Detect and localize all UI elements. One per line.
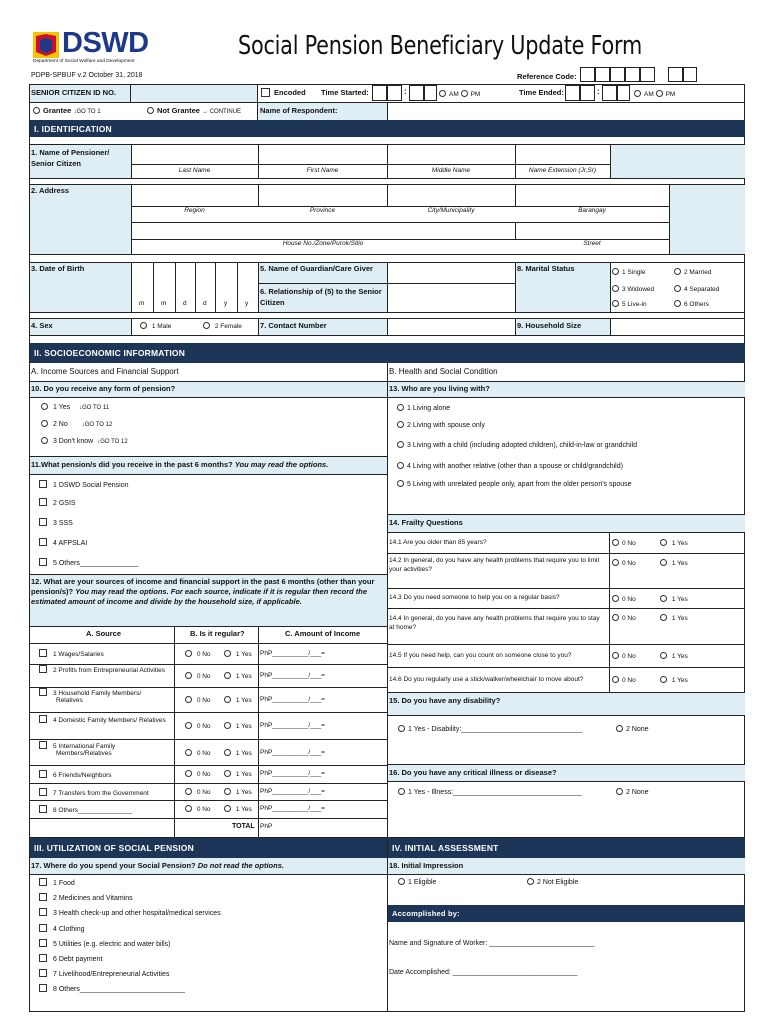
- q13-label: 13. Who are you living with?: [389, 384, 490, 393]
- form-code: PDPB-SPBUF v.2 October 31, 2018: [31, 72, 143, 79]
- sex-male[interactable]: 1 Male: [140, 322, 171, 330]
- first-name-caption: First Name: [306, 167, 339, 174]
- q10-yes[interactable]: 1 Yes ↓GO TO 11: [41, 403, 109, 412]
- q12-row: 4 Domestic Family Members/ Relatives 0 No 1 Yes PhP__________/___=: [30, 713, 387, 739]
- grantee-option[interactable]: Grantee ↓GO TO 1: [33, 107, 101, 116]
- q14-row: 14.2 In general, do you have any health problems that require you to limit your activities? 0 No 1 Yes: [389, 557, 688, 574]
- q17-health[interactable]: 3 Health check-up and other hospital/medical services: [39, 908, 221, 918]
- barangay-caption: Barangay: [578, 207, 606, 214]
- q12-label: 12. What are your sources of income and financial support in the past 6 months (other than your pension/s)? You may read the options. For each source, indicate if it is regular then record the estimated amount of income and divide by the household size, if applicable.: [31, 577, 375, 607]
- province-caption: Province: [309, 207, 336, 214]
- agency-name: Department of Social Welfare and Development: [33, 59, 135, 64]
- q17-food[interactable]: 1 Food: [39, 878, 75, 888]
- q13-opt3[interactable]: 3 Living with a child (including adopted children), child-in-law or grandchild: [397, 441, 637, 450]
- respondent-label: Name of Respondent:: [260, 106, 338, 115]
- marital-livein[interactable]: 5 Live-in: [612, 300, 647, 308]
- q17-medicines[interactable]: 2 Medicines and Vitamins: [39, 893, 133, 903]
- marital-single[interactable]: 1 Single: [612, 268, 646, 276]
- q17-others[interactable]: 8 Others___________________________: [39, 984, 185, 994]
- house-caption: House No./Zone/Purok/Sitio: [282, 240, 364, 247]
- q13-opt2[interactable]: 2 Living with spouse only: [397, 421, 485, 430]
- reference-code-label: Reference Code:: [517, 72, 577, 81]
- income-subtitle: A. Income Sources and Financial Support: [31, 367, 179, 376]
- city-caption: City/Municipality: [427, 207, 475, 214]
- q12-row: 6 Friends/Neighbors 0 No 1 Yes PhP__________/___=: [30, 766, 387, 783]
- contact-label: 7. Contact Number: [260, 321, 327, 330]
- q10-no[interactable]: 2 No ↓GO TO 12: [41, 420, 112, 429]
- q14-row: 14.5 If you need help, can you count on someone close to you? 0 No 1 Yes: [389, 652, 688, 660]
- q12-row: 7 Transfers from the Government 0 No 1 Yes PhP__________/___=: [30, 784, 387, 800]
- senior-id-label: SENIOR CITIZEN ID NO.: [31, 88, 117, 97]
- q12-regular-header: B. Is it regular?: [190, 629, 245, 638]
- name-label: 1. Name of Pensioner/ Senior Citizen: [31, 148, 110, 169]
- total-amount[interactable]: PhP: [260, 823, 273, 830]
- q13-opt5[interactable]: 5 Living with unrelated people only, apart from the older person's spouse: [397, 480, 632, 489]
- q10-dontknow[interactable]: 3 Don't know ↓GO TO 12: [41, 437, 128, 446]
- q16-yes[interactable]: 1 Yes - Illness:_________________________________: [398, 788, 582, 797]
- q17-clothing[interactable]: 4 Clothing: [39, 924, 85, 934]
- q11-gsis[interactable]: 2 GSIS: [39, 498, 76, 508]
- q14-row: 14.4 In general, do you have any health problems that require you to stay at home? 0 No 1 Yes: [389, 615, 688, 632]
- not-grantee-option[interactable]: Not Grantee → CONTINUE: [147, 107, 241, 116]
- guardian-label: 5. Name of Guardian/Care Giver: [260, 264, 373, 273]
- marital-married[interactable]: 2 Married: [674, 268, 711, 276]
- q18-label: 18. Initial Impression: [389, 861, 464, 870]
- q17-utilities[interactable]: 5 Utilities (e.g. electric and water bills): [39, 939, 171, 949]
- marital-others[interactable]: 6 Others: [674, 300, 709, 308]
- q16-none[interactable]: 2 None: [616, 788, 649, 797]
- q16-label: 16. Do you have any critical illness or disease?: [389, 768, 557, 777]
- q12-row: 3 Household Family Members/ Relatives 0 No 1 Yes PhP__________/___=: [30, 688, 387, 712]
- health-subtitle: B. Health and Social Condition: [389, 367, 498, 376]
- q12-row: 5 International Family Members/Relatives 0 No 1 Yes PhP__________/___=: [30, 740, 387, 765]
- q14-label: 14. Frailty Questions: [389, 518, 463, 527]
- time-ended-label: Time Ended:: [519, 88, 564, 97]
- q15-label: 15. Do you have any disability?: [389, 696, 501, 705]
- encoded-label: Encoded: [274, 88, 306, 97]
- q11-dswd[interactable]: 1 DSWD Social Pension: [39, 480, 128, 490]
- q11-afpslai[interactable]: 4 AFPSLAI: [39, 538, 87, 548]
- q12-source-header: A. Source: [86, 629, 122, 638]
- q15-yes[interactable]: 1 Yes - Disability:_______________________________: [398, 725, 582, 734]
- address-label: 2. Address: [31, 186, 70, 195]
- dswd-logo: [33, 27, 151, 68]
- region-caption: Region: [184, 207, 205, 214]
- marital-separated[interactable]: 4 Separated: [674, 285, 719, 293]
- time-ended-ampm[interactable]: AM PM: [634, 90, 675, 98]
- street-caption: Street: [583, 240, 601, 247]
- sex-female[interactable]: 2 Female: [203, 322, 242, 330]
- q10-label: 10. Do you receive any form of pension?: [31, 384, 176, 393]
- accomplished-by-header: Accomplished by:: [388, 905, 745, 922]
- total-label: TOTAL: [232, 823, 255, 830]
- q17-debt[interactable]: 6 Debt payment: [39, 954, 102, 964]
- encoded-checkbox[interactable]: [261, 88, 270, 97]
- section-assessment: IV. INITIAL ASSESSMENT: [388, 838, 745, 858]
- worker-signature-field[interactable]: Name and Signature of Worker: ___________________________: [389, 940, 595, 947]
- q14-row: 14.1 Are you older than 85 years? 0 No 1 Yes: [389, 539, 688, 547]
- q12-row: 1 Wages/Salaries 0 No 1 Yes PhP__________/___=: [30, 644, 387, 664]
- q11-label: 11.What pension/s did you receive in the past 6 months? You may read the options.: [31, 460, 329, 469]
- q13-opt4[interactable]: 4 Living with another relative (other than a spouse or child/grandchild): [397, 462, 623, 471]
- q12-amount-header: C. Amount of Income: [285, 629, 361, 638]
- q12-row: 2 Profits from Entrepreneurial Activities 0 No 1 Yes PhP__________/___=: [30, 665, 387, 687]
- dswd-logo-icon: [33, 32, 59, 58]
- q15-none[interactable]: 2 None: [616, 725, 649, 734]
- marital-label: 8. Marital Status: [517, 264, 575, 273]
- logo-text: DSWD: [62, 27, 149, 59]
- last-name-caption: Last Name: [178, 167, 211, 174]
- q11-sss[interactable]: 3 SSS: [39, 518, 73, 528]
- q12-row: 8 Others_______________ 0 No 1 Yes PhP__________/___=: [30, 801, 387, 818]
- marital-widowed[interactable]: 3 Widowed: [612, 285, 654, 293]
- section-utilization: III. UTILIZATION OF SOCIAL PENSION: [30, 838, 387, 858]
- section-identification: I. IDENTIFICATION: [30, 120, 745, 137]
- form-page: DSWD Department of Social Welfare and Development PDPB-SPBUF v.2 October 31, 2018 Social Pension Beneficiary Update Form Reference Code: SENIOR CITIZEN ID NO. Encoded Time Started: : AM PM Time Ended: : AM PM Grantee ↓GO TO 1 Not Grantee → CONTINUE Name of Respondent: I. IDENTIFICATION 1. Name of Pensioner/ Senior Citizen Last Name First Name Middle Name Name Extension (Jr,Sr) 2. Address Region Province City/Municipality Barangay House No./Zone/Purok/Sitio Street 3. Date of Birth m m d d y y 5. Name of Guardian/Care Giver 6. Relationship of (5) to the Senior Citizen 8. Marital Status 1 Single 2 Married 3 Widowed 4 Separated 5 Live-in 6 Others 4. Sex 1 Male 2 Female 7. Contact Number 9. Household Size II. SOCIOECONOMIC INFORMATION A. Income Sources and Financial Support B. Health and Social Condition 10. Do you receive any form of pension? 1 Yes ↓GO TO 11 2 No ↓GO TO 12 3 Don't know ↓GO TO 12 11.What pension/s did you receive in the past 6 months? You may read the options. 1 DSWD Social Pension 2 GSIS 3 SSS 4 AFPSLAI 5 Others_______________ 12. What are your sources of income and financial support in the past 6 months (other than your pension/s)? You may read the options. For each source, indicate if it is regular then record the estimated amount of income and divide by the household size, if applicable. A. Source B. Is it regular? C. Amount of Income 1 Wages/Salaries 0 No 1 Yes PhP__________/___= 2 Profits from Entrepreneurial Activities 0 No 1 Yes PhP__________/___= 3 Household Family Members/ Relatives 0 No 1 Yes PhP__________/___= 4 Domestic Family Members/ Relatives 0 No 1 Yes PhP__________/___= 5 International Family Members/Relatives 0 No 1 Yes PhP__________/___= 6 Friends/Neighbors 0 No 1 Yes PhP__________/___= 7 Transfers from the Government 0 No 1 Yes PhP__________/___= 8 Others_______________ 0 No 1 Yes PhP__________/___= TOTAL PhP 13. Who are you living with? 1 Living alone 2 Living with spouse only 3 Living with a child (including adopted children), child-in-law or grandchild 4 Living with another relative (other than a spouse or child/grandchild) 5 Living with unrelated people only, apart from the older person's spouse 14. Frailty Questions 14.1 Are you older than 85 years? 0 No 1 Yes 14.2 In general, do you have any health problems that require you to limit your activities? 0 No 1 Yes 14.3 Do you need someone to help you on a regular basis? 0 No 1 Yes 14.4 In general, do you have any health problems that require you to stay at home? 0 No 1 Yes 14.5 If you need help, can you count on someone close to you? 0 No 1 Yes 14.6 Do you regularly use a stick/walker/wheelchair to move about? 0 No 1 Yes 15. Do you have any disability? 1 Yes - Disability:_______________________________ 2 None 16. Do you have any critical illness or disease? 1 Yes - Illness:_________________________________ 2 None III. UTILIZATION OF SOCIAL PENSION IV. INITIAL ASSESSMENT 17. Where do you spend your Social Pension? Do not read the options. 1 Food 2 Medicines and Vitamins 3 Health check-up and other hospital/medical services 4 Clothing 5 Utilities (e.g. electric and water bills) 6 Debt payment 7 Livelihood/Entrepreneurial Activities 8 Others___________________________ 18. Initial Impression 1 Eligible 2 Not Eligible Accomplished by: Name and Signature of Worker: ___________________________ Date Accomplished: ________________________________: [0, 0, 768, 1024]
- q18-eligible[interactable]: 1 Eligible: [398, 878, 436, 887]
- q14-row: 14.3 Do you need someone to help you on a regular basis? 0 No 1 Yes: [389, 594, 688, 603]
- q17-livelihood[interactable]: 7 Livelihood/Entrepreneurial Activities: [39, 969, 169, 979]
- form-title: Social Pension Beneficiary Update Form: [238, 31, 642, 61]
- q11-others[interactable]: 5 Others_______________: [39, 558, 138, 568]
- q14-row: 14.6 Do you regularly use a stick/walker/wheelchair to move about? 0 No 1 Yes: [389, 676, 688, 684]
- household-label: 9. Household Size: [517, 321, 582, 330]
- q18-not-eligible[interactable]: 2 Not Eligible: [527, 878, 578, 887]
- sex-label: 4. Sex: [31, 321, 53, 330]
- section-socioeconomic: II. SOCIOECONOMIC INFORMATION: [30, 343, 745, 363]
- date-accomplished-field[interactable]: Date Accomplished: ________________________________: [389, 969, 578, 976]
- dob-label: 3. Date of Birth: [31, 264, 85, 273]
- relationship-label: 6. Relationship of (5) to the Senior Citizen: [260, 287, 382, 307]
- time-started-label: Time Started:: [321, 88, 369, 97]
- middle-name-caption: Middle Name: [431, 167, 471, 174]
- q13-opt1[interactable]: 1 Living alone: [397, 404, 450, 413]
- q17-label: 17. Where do you spend your Social Pension? Do not read the options.: [31, 861, 284, 870]
- name-ext-caption: Name Extension (Jr,Sr): [528, 167, 597, 174]
- time-started-ampm[interactable]: AM PM: [439, 90, 480, 98]
